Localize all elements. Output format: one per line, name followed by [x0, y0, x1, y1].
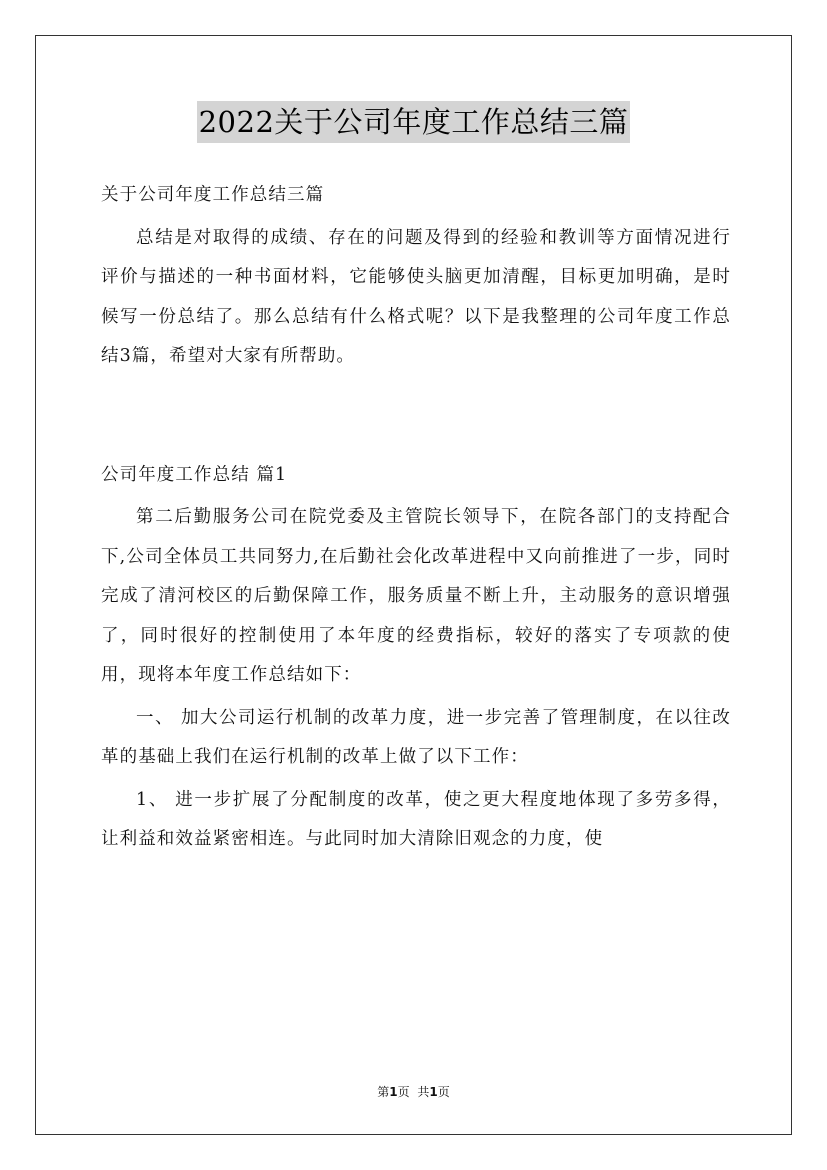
subtitle: 关于公司年度工作总结三篇 — [101, 185, 325, 205]
title-container — [0, 101, 827, 143]
document-body — [101, 176, 731, 860]
section-heading: 公司年度工作总结 篇1 — [101, 464, 288, 485]
page-prefix: 第 — [377, 1085, 390, 1099]
page-suffix: 页 — [397, 1085, 410, 1099]
document-title: 2022关于公司年度工作总结三篇 — [197, 101, 631, 143]
page-number: 1 — [389, 1085, 398, 1099]
total-suffix: 页 — [437, 1085, 450, 1099]
intro-paragraph: 总结是对取得的成绩、存在的问题及得到的经验和教训等方面情况进行评价与描述的一种书面材料，它能够使头脑更加清醒，目标更加明确，是时候写一份总结了。那么总结有什么格式呢？以下是我整理的公司年度工作总结3篇，希望对大家有所帮助。 — [101, 227, 731, 366]
section-spacer — [101, 377, 731, 456]
body-paragraph: 第二后勤服务公司在院党委及主管院长领导下，在院各部门的支持配合下,公司全体员工共同努力,在后勤社会化改革进程中又向前推进了一步，同时完成了清河校区的后勤保障工作，服务质量不断上升，主动服务的意识增强了，同时很好的控制使用了本年度的经费指标，较好的落实了专项款的使用，现将本年度工作总结如下： — [101, 507, 731, 685]
total-prefix: 共 — [417, 1085, 430, 1099]
body-paragraph: 一、 加大公司运行机制的改革力度，进一步完善了管理制度，在以往改革的基础上我们在运行机制的改革上做了以下工作： — [101, 707, 731, 767]
page-footer — [0, 1083, 827, 1100]
body-paragraph: 1、 进一步扩展了分配制度的改革，使之更大程度地体现了多劳多得，让利益和效益紧密相连。与此同时加大清除旧观念的力度，使 — [101, 789, 731, 849]
total-pages: 1 — [429, 1085, 438, 1099]
